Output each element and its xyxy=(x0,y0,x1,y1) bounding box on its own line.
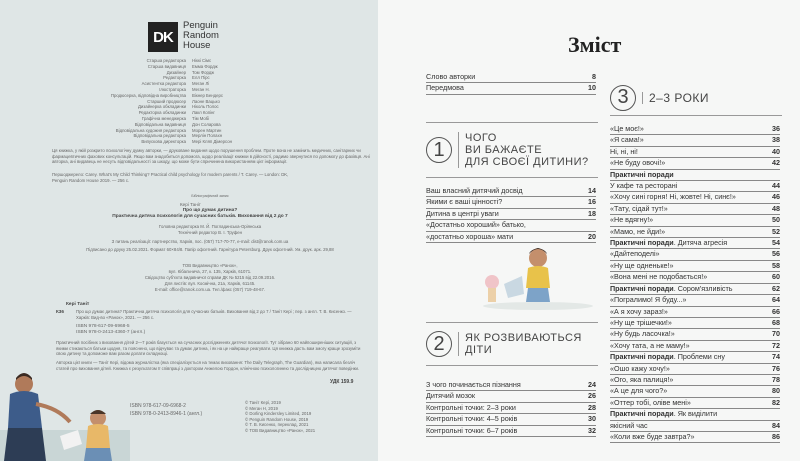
credit-role: Ілюстраторка xyxy=(159,86,186,92)
credit-role: Дизайнерка обкладинки xyxy=(137,104,186,110)
toc-entry-label xyxy=(610,158,665,168)
toc-entry xyxy=(610,307,780,318)
toc-entry-text: . Проблеми сну xyxy=(673,352,725,362)
toc-entry-label xyxy=(426,426,517,436)
isbn-final-1: ISBN 978-617-09-6968-2 xyxy=(130,403,186,409)
toc-entry-label xyxy=(610,421,648,431)
dk-logo: DK xyxy=(148,22,178,52)
toc-entry-label xyxy=(610,170,674,180)
email-phone: E-mail: office@ranok.com.ua. Тел./факс (057) 719-48-67. xyxy=(154,287,266,292)
toc-entry xyxy=(610,158,780,169)
toc-entry xyxy=(610,318,780,329)
catalog-caption: Бібліографічний запис xyxy=(191,194,229,198)
toc-entry-label xyxy=(610,204,668,214)
toc-entry-text: Ваш власний дитячий досвід xyxy=(426,186,523,195)
isbn-a: ISBN 978-617-09-6968-5 xyxy=(76,324,130,329)
chapter-1-title: ЧОГО ВИ БАЖАЄТЕ ДЛЯ СВОЄЇ ДИТИНИ? xyxy=(458,132,589,168)
toc-page-number: 72 xyxy=(772,340,780,350)
toc-entry-label xyxy=(610,375,673,385)
toc-entry-label xyxy=(610,432,695,442)
toc-page-number: 50 xyxy=(772,215,780,225)
toc-entry-label xyxy=(610,124,644,134)
toc-page-number: 58 xyxy=(772,260,780,270)
toc-page-number: 62 xyxy=(772,283,780,293)
toc-page-number: 36 xyxy=(772,124,780,133)
credit-name: Емма Фордж xyxy=(192,63,218,69)
toc-entry xyxy=(610,170,780,181)
toc-page-number: 78 xyxy=(772,374,780,384)
toc-page-number: 66 xyxy=(772,306,780,316)
toc-entry-text: «Дайтеподелі» xyxy=(610,249,660,259)
credit-role: Старша редакторка xyxy=(146,58,186,63)
toc-entry xyxy=(610,364,780,375)
credit-role: Старший продюсер xyxy=(147,98,186,104)
credit-name: Морен Мартин xyxy=(192,127,222,133)
toc-entry-text: «Ого, яка палиця!» xyxy=(610,374,674,384)
toc-entry-label xyxy=(426,83,464,93)
imprint-page xyxy=(0,0,378,461)
credit-name: Ніккі Сімс xyxy=(192,58,212,63)
toc-entry xyxy=(610,192,780,203)
toc-entry-text: «Ошо кажу хочу!» xyxy=(610,363,670,373)
toc-page-number: 86 xyxy=(772,431,780,441)
publisher-name: Penguin Random House xyxy=(183,20,219,51)
copyright-line: © Penguin Random House, 2019 xyxy=(245,416,309,422)
toc-entry xyxy=(610,398,780,409)
toc-entry xyxy=(610,341,780,352)
chapter-1-heading xyxy=(426,122,598,178)
toc-entry-text: У кафе та ресторані xyxy=(610,181,678,191)
toc-entry-text: . Сором'язливість xyxy=(673,283,733,293)
toc-page-number: 38 xyxy=(772,135,780,145)
toc-entry xyxy=(610,375,780,386)
toc-page-number: 54 xyxy=(772,238,780,248)
copyright-line: © Т. В. Кисенко, переклад, 2021 xyxy=(245,422,309,428)
toc-page-number: 8 xyxy=(592,72,596,81)
credit-name: Том Фордж xyxy=(192,69,215,75)
toc-entry-text: «Достатньо хороший» батько, xyxy=(426,220,526,230)
toc-entry-bold: Практичні поради xyxy=(610,238,674,248)
toc-entry-text: Ні, ні, ні! xyxy=(610,146,638,156)
author-name-2: Кері Таніт xyxy=(66,302,90,307)
chapter-2-number: 2 xyxy=(426,331,452,357)
credit-role: Асистентка редактора xyxy=(141,81,186,87)
toc-entry xyxy=(610,295,780,306)
toc-entry xyxy=(610,261,780,272)
toc-entry xyxy=(426,403,596,414)
credit-role: Старша видавниця xyxy=(147,63,186,69)
toc-entry-label xyxy=(610,192,736,202)
credit-name: Мерлін Полахн xyxy=(192,133,223,139)
toc-entry-text: «Тату, сідай тут!» xyxy=(610,203,668,213)
toc-page-number: 76 xyxy=(772,363,780,373)
toc-entry-bold: Практичні поради xyxy=(610,409,674,419)
toc-entry-text: «Ну ще одненьке!» xyxy=(610,260,674,270)
toc-entry-text: «Вона мені не подобається!» xyxy=(610,272,708,282)
isbn-b: ISBN 978-0-2413-4360-7 (англ.) xyxy=(76,330,146,335)
credit-name: Мері Кляп Дімерсон xyxy=(192,139,232,145)
toc-entry-text: «А це для чого?» xyxy=(610,386,668,396)
credit-role: Продюсерка, відповідна виробництва xyxy=(110,92,186,98)
toc-entry-label xyxy=(610,261,674,271)
chapter-2-heading xyxy=(426,322,598,366)
toc-entry-label xyxy=(610,364,670,374)
toc-entry xyxy=(426,197,596,208)
toc-entry-text: «Хочу сині горня! Ні, жовте! Ні, синє!» xyxy=(610,192,736,202)
short-description: Про що думає дитина? Практична дитяча психологія для сучасних батьків. Виховання від 2 до 7 / Таніт Кері ; пер. з англ. Т. В. Кисенко. — Харків: Вид-во «Ранок», 2021. — 256 с. xyxy=(76,309,352,320)
toc-entry-text: «Це моє!» xyxy=(610,124,644,133)
toc-entry-text: Слово авторки xyxy=(426,72,476,81)
toc-entry-label xyxy=(610,295,686,305)
toc-page-number: 40 xyxy=(772,146,780,156)
chapter-3-number: 3 xyxy=(610,85,636,111)
toc-page-number: 32 xyxy=(588,425,596,435)
toc-page-number: 80 xyxy=(772,386,780,396)
credit-name: Лаоне Вацько xyxy=(192,98,220,104)
copyright-line: © ТОВ Видавництво «Ранок», 2021 xyxy=(245,427,316,433)
toc-entry xyxy=(610,124,780,135)
certificate: Свідоцтво суб'єкта видавничої справи ДК № 5215 від 22.09.2016. xyxy=(144,275,276,280)
toc-entry-label xyxy=(426,186,523,196)
toc-entry-label xyxy=(610,307,668,317)
toc-entry xyxy=(426,220,596,231)
chapter-1-number: 1 xyxy=(426,137,452,163)
toc-entry-label xyxy=(610,341,690,351)
toc-entry-text: «А я хочу зараз!» xyxy=(610,306,668,316)
toc-entry-text: . Дитяча агресія xyxy=(673,238,728,248)
toc-entry xyxy=(610,284,780,295)
toc-entry xyxy=(610,421,780,432)
toc-page-number: 14 xyxy=(588,186,596,195)
toc-page-number: 56 xyxy=(772,249,780,259)
copyright-list xyxy=(245,400,375,434)
credit-name: Тім Мобі xyxy=(192,115,210,121)
toc-page-number: 64 xyxy=(772,295,780,305)
toc-page-number: 20 xyxy=(588,231,596,241)
copyright-line: © Dorling Kindersley Limited, 2019 xyxy=(245,411,312,417)
contents-title: Зміст xyxy=(568,32,622,57)
credit-role: Графічна менеджерка xyxy=(141,115,186,121)
toc-entry-text: З чого починається пізнання xyxy=(426,380,521,389)
toc-entry xyxy=(610,432,780,443)
chapter-2-list xyxy=(426,380,596,437)
toc-entry xyxy=(426,414,596,425)
toc-entry xyxy=(610,227,780,238)
toc-entry xyxy=(610,215,780,226)
credit-name: Вікнер Бендерс xyxy=(192,92,224,98)
toc-page-number: 60 xyxy=(772,272,780,282)
book-subtitle: Практична дитяча психологія для сучасних батьків. Виховання від 2 до 7 xyxy=(112,214,288,219)
toc-entry-text: «Не вдягну!» xyxy=(610,215,654,225)
toc-entry-label xyxy=(610,329,675,339)
credit-name: Дон Соларова xyxy=(192,121,221,127)
chapter-2-title: ЯК РОЗВИВАЮТЬСЯ ДІТИ xyxy=(458,332,582,356)
toc-entry-text: Якими є ваші цінності? xyxy=(426,197,503,207)
toc-entry xyxy=(610,386,780,397)
original-title: Першоджерело: Carey. What's My Child Thinking? Practical child psychology for modern parents / T. Carey. — London: DK, Penguin Random House 2019. — 256 с. xyxy=(52,172,289,183)
toc-entry-label xyxy=(610,386,667,396)
toc-entry-text: «Ну будь ласочка!» xyxy=(610,329,675,339)
chapter-3-list xyxy=(610,124,780,443)
toc-entry-text: «Оттер тобі, оліве мені» xyxy=(610,397,691,407)
toc-entry xyxy=(426,83,596,94)
chapter-3-heading xyxy=(610,80,782,116)
toc-entry xyxy=(610,147,780,158)
toc-page-number: 42 xyxy=(772,158,780,168)
toc-page-number: 70 xyxy=(772,329,780,339)
credit-role: Редакторка xyxy=(163,75,186,81)
toc-entry-bold: Практичні поради xyxy=(610,352,674,362)
toc-entry-bold: Практичні поради xyxy=(610,283,674,293)
udc: УДК 159.9 xyxy=(330,379,354,385)
credit-role: Відповідальна художня редакторка xyxy=(115,127,186,133)
toc-entry-bold: Практичні поради xyxy=(610,169,674,179)
parent-child-illustration-icon xyxy=(0,370,130,461)
toc-entry-text: Контрольні точки: 2–3 роки xyxy=(426,402,516,412)
toc-entry-text: якісний час xyxy=(610,420,648,430)
printer-name: ТОВ Видавництво «Ранок», xyxy=(182,263,238,268)
printer-address: вул. Кібальчича, 27, к. 135, Харків, 61071. xyxy=(168,269,252,274)
toc-entry xyxy=(426,209,596,220)
toc-entry xyxy=(610,204,780,215)
toc-page-number: 44 xyxy=(772,181,780,191)
toc-page-number: 48 xyxy=(772,203,780,213)
toc-page-number: 16 xyxy=(588,197,596,207)
toc-entry xyxy=(610,409,780,420)
toc-entry-label xyxy=(426,391,475,401)
toc-page-number: 46 xyxy=(772,192,780,202)
toc-entry-label xyxy=(426,414,517,424)
toc-entry-label xyxy=(610,147,638,157)
toc-entry-text: . Як виділити xyxy=(673,409,718,419)
toc-entry-label xyxy=(610,272,707,282)
book-title: Про що думає дитина? xyxy=(182,208,238,213)
print-info: Підписано до друку 25.02.2021. Формат 60×84/8. Папір офсетний. Гарнітура Petersburg. Друк офсетний. Ум. друк. арк. 29,88 xyxy=(86,247,334,252)
toc-page-number: 84 xyxy=(772,420,780,430)
toc-entry-text: «Ну ще трішечки!» xyxy=(610,317,672,327)
udc-code: К36 xyxy=(56,309,64,314)
toc-entry-label xyxy=(610,284,733,294)
toc-entry-label xyxy=(610,181,677,191)
credit-name: Лакл Копінг xyxy=(192,110,215,116)
credit-name: Меган Н. xyxy=(192,86,210,92)
toc-entry xyxy=(610,352,780,363)
disclaimer-paragraph: Ця книжка, у якій розкрито психологічну думку авторки, — друковане видання щодо порушення проблем. Проте вона не замінить медичних, санітарних чи фармацевтичних фахових консультацій. Якщо вам знадобиться допомога, щодо реалізації книжки в дійсності, радимо звернутися по допомогу до фахівця. Ані авторка, ані видавець не несуть відповідальності за шкоду, що може бути спричинена використанням цієї інформації. xyxy=(52,148,370,165)
toc-entry-text: Дитячий мозок xyxy=(426,391,476,401)
toc-entry xyxy=(426,380,596,391)
toc-entry-text: «Я сама!» xyxy=(610,135,644,145)
author-name: Кері Таніт xyxy=(180,202,201,207)
contents-page xyxy=(378,0,800,461)
credit-role: Редакторка обкладинки xyxy=(138,110,186,116)
credits-list xyxy=(96,58,296,145)
toc-entry-label xyxy=(426,220,526,230)
description-paragraph: Практичний посібник з виховання дітей 2—7 років базується на сучасних дослідженнях дитячої психології. Тут зібрано 60 найпоширеніших ситуацій, з якими стикаються батьки щодня, та пояснено, що відчуває та думає дитина, і як на це найкраще реагувати. Ця книжка дасть вам змогу краще зрозуміти свою дитину та допоможе вам разом долати складнощі. xyxy=(56,340,361,357)
credit-name: Ніколь Полос xyxy=(192,104,219,110)
toc-entry-text: «Мамо, не йди!» xyxy=(610,226,666,236)
toc-page-number: 74 xyxy=(772,352,780,362)
toc-entry-label xyxy=(426,197,502,207)
sales-info: З питань реалізації: партнерство, Харків, пос. (057) 717-70-77, e-mail: dist@ranok.com.ua xyxy=(111,239,289,244)
toc-entry-text: «Коли вже буде завтра?» xyxy=(610,431,695,441)
credit-row xyxy=(96,139,296,145)
chief-editor: Головна редакторка М. Й. Погладинська-Оріянська xyxy=(158,224,262,229)
credit-name: Елл Пірс xyxy=(192,75,210,81)
toc-entry-text: Передмова xyxy=(426,83,464,93)
toc-entry xyxy=(610,249,780,260)
chapter-3-title: 2–3 РОКИ xyxy=(642,92,709,104)
credit-role: Дизайнер xyxy=(166,69,186,75)
toc-entry-label xyxy=(426,380,521,390)
toc-entry-text: «Не буду овочі!» xyxy=(610,158,666,168)
toc-entry-label xyxy=(426,72,475,82)
copyright-line: © Таніт Кері, 2019 xyxy=(245,400,281,405)
toc-entry-label xyxy=(610,227,665,237)
toc-entry xyxy=(610,238,780,249)
toc-page-number: 26 xyxy=(588,391,596,401)
toc-entry-label xyxy=(610,249,660,259)
toc-entry-label xyxy=(610,318,672,328)
toc-entry-label xyxy=(610,352,725,362)
toc-entry-label xyxy=(610,398,691,408)
toc-page-number: 82 xyxy=(772,397,780,407)
toc-entry-text: «Погралимо! Я буду...» xyxy=(610,295,687,305)
toc-entry xyxy=(610,329,780,340)
toc-entry-label xyxy=(610,215,653,225)
toc-entry xyxy=(610,135,780,146)
author-paragraph: Авторка цієї книги — Таніт Кері, відома журналістка (яка спеціалізується на темах виховання: The Daily Telegraph, The Guardian), яка написала безліч статей про виховання дітей. Книжка є результатом її співпраці з доктором Анжелою Гордон, клінічною психологинею та дослідницею дитячої поведінки. xyxy=(56,360,360,371)
front-matter-list xyxy=(426,72,596,95)
toc-entry xyxy=(426,72,596,83)
toc-entry-text: Контрольні точки: 4–5 років xyxy=(426,414,518,424)
toc-entry xyxy=(426,186,596,197)
toc-entry xyxy=(610,272,780,283)
credit-role: Випускова директорка xyxy=(141,139,186,145)
toc-page-number: 28 xyxy=(588,402,596,412)
copyright-line: © Меган Н, 2019 xyxy=(245,405,278,411)
toc-page-number: 30 xyxy=(588,414,596,424)
credit-role: Відповідальна редакторка xyxy=(133,133,186,139)
toc-entry-label xyxy=(610,409,717,419)
tech-editor: Технічний редактор В. І. Труфен xyxy=(177,230,243,235)
toc-entry-label xyxy=(426,209,499,219)
mail-address: Для листів: вул. Космічна, 21а, Харків, 61145. xyxy=(164,281,256,286)
toc-entry xyxy=(426,426,596,437)
toc-page-number: 52 xyxy=(772,226,780,236)
toc-page-number: 68 xyxy=(772,317,780,327)
toc-entry xyxy=(610,181,780,192)
credit-name: Меган Лі xyxy=(192,81,210,87)
toc-page-number: 10 xyxy=(588,83,596,93)
toc-entry-text: Контрольні точки: 6–7 років xyxy=(426,425,518,435)
toc-entry-text: Дитина в центрі уваги xyxy=(426,208,499,218)
credit-role: Відповідальна видавниця xyxy=(134,121,186,127)
toc-entry-text: «Хочу тата, а не маму!» xyxy=(610,340,690,350)
toc-page-number: 18 xyxy=(588,208,596,218)
toc-entry-label xyxy=(610,135,644,145)
toc-entry xyxy=(426,391,596,402)
toc-entry-label xyxy=(426,403,516,413)
child-watering-plant-illustration-icon xyxy=(478,240,598,310)
toc-entry-label xyxy=(610,238,727,248)
chapter-1-list xyxy=(426,186,596,243)
toc-entry-text: «достатньо хороша» мати xyxy=(426,231,514,241)
toc-page-number: 24 xyxy=(588,380,596,389)
isbn-final-2: ISBN 978-0-2413-8946-1 (англ.) xyxy=(130,411,203,417)
